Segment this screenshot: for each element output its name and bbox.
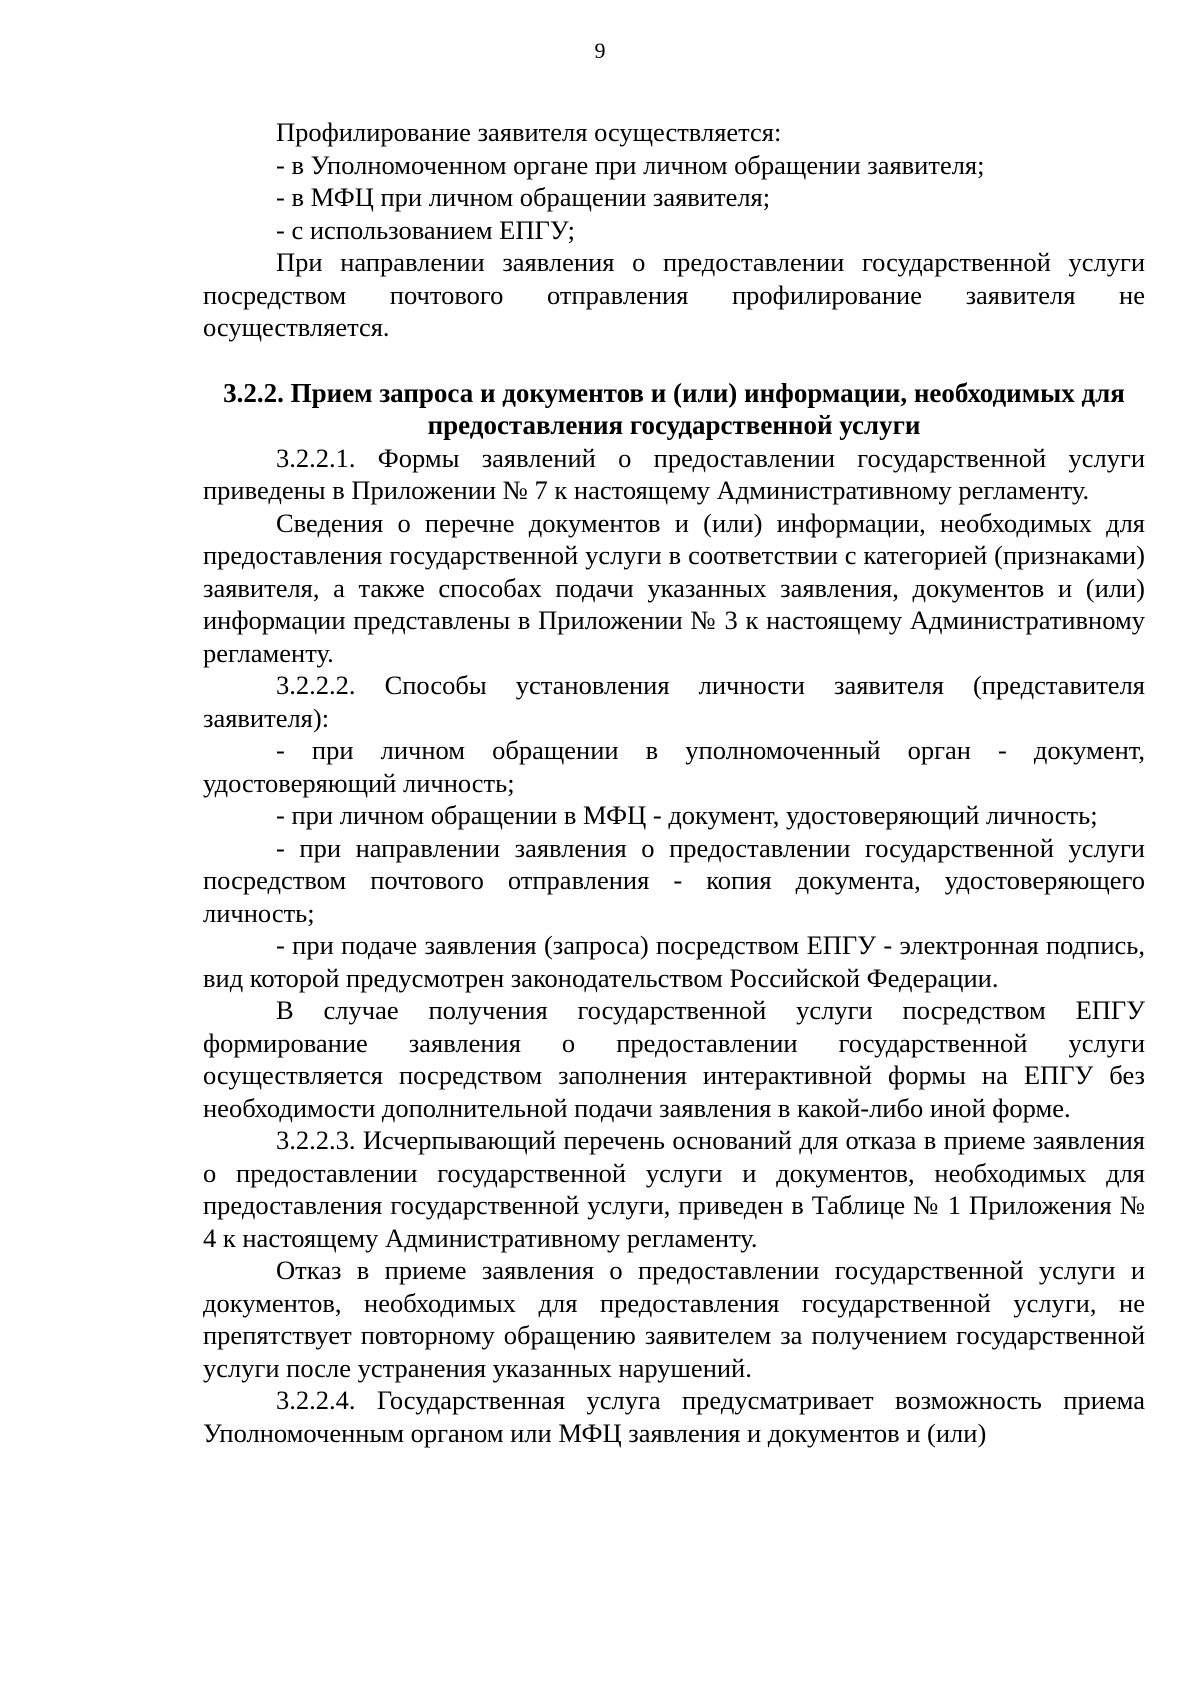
paragraph-epgu-form: В случае получения государственной услуги посредством ЕПГУ формирование заявления о предоставлении государственной услуги осуществляется посредством заполнения интерактивной формы на ЕПГУ без необходимости дополнительной подачи заявления в какой-либо иной форме. <box>203 995 1145 1123</box>
list-item-identity-postal: - при направлении заявления о предоставлении государственной услуги посредством почтового отправления - копия документа, удостоверяющего личность; <box>203 832 1145 928</box>
paragraph-profiling-intro: Профилирование заявителя осуществляется: <box>276 117 782 147</box>
paragraph-3-2-2-1: 3.2.2.1. Формы заявлений о предоставлении государственной услуги приведены в Приложении № 7 к настоящему Административному регламенту. <box>203 442 1145 505</box>
paragraph-documents-list: Сведения о перечне документов и (или) информации, необходимых для предоставления государственной услуги в соответствии с категорией (признаками) заявителя, а также способах подачи указанных заявления, документов и (или) информации представлены в Приложении № 3 к настоящему Административному регламенту. <box>203 507 1145 668</box>
paragraph-postal-profiling: При направлении заявления о предоставлении государственной услуги посредством почтового отправления профилирование заявителя не осуществляется. <box>203 247 1145 342</box>
list-item-mfc: - в МФЦ при личном обращении заявителя; <box>276 182 771 212</box>
list-item-identity-authority: - при личном обращении в уполномоченный орган - документ, удостоверяющий личность; <box>203 735 1145 798</box>
document-body <box>203 116 1145 1449</box>
paragraph-3-2-2-2: 3.2.2.2. Способы установления личности заявителя (представителя заявителя): <box>203 670 1145 733</box>
list-item-identity-mfc: - при личном обращении в МФЦ - документ, удостоверяющий личность; <box>276 800 1098 830</box>
paragraph-refusal: Отказ в приеме заявления о предоставлении государственной услуги и документов, необходимых для предоставления государственной услуги, не препятствует повторному обращению заявителем за получением государственной услуги после устранения указанных нарушений. <box>203 1255 1145 1383</box>
page-number: 9 <box>594 38 606 63</box>
paragraph-3-2-2-3: 3.2.2.3. Исчерпывающий перечень оснований для отказа в приеме заявления о предоставлении государственной услуги и документов, необходимых для предоставления государственной услуги, приведен в Таблице № 1 Приложения № 4 к настоящему Административному регламенту. <box>203 1125 1145 1253</box>
list-item-epgu: - с использованием ЕПГУ; <box>276 214 575 245</box>
section-heading: 3.2.2. Прием запроса и документов и (или) информации, необходимых для предоставления государственной услуги <box>223 377 1125 440</box>
list-item-authority: - в Уполномоченном органе при личном обращении заявителя; <box>276 149 985 180</box>
list-item-identity-epgu: - при подаче заявления (запроса) посредством ЕПГУ - электронная подпись, вид которой предусмотрен законодательством Российской Федерации. <box>203 930 1145 993</box>
paragraph-3-2-2-4: 3.2.2.4. Государственная услуга предусматривает возможность приема Уполномоченным органом или МФЦ заявления и документов и (или) <box>203 1385 1145 1448</box>
